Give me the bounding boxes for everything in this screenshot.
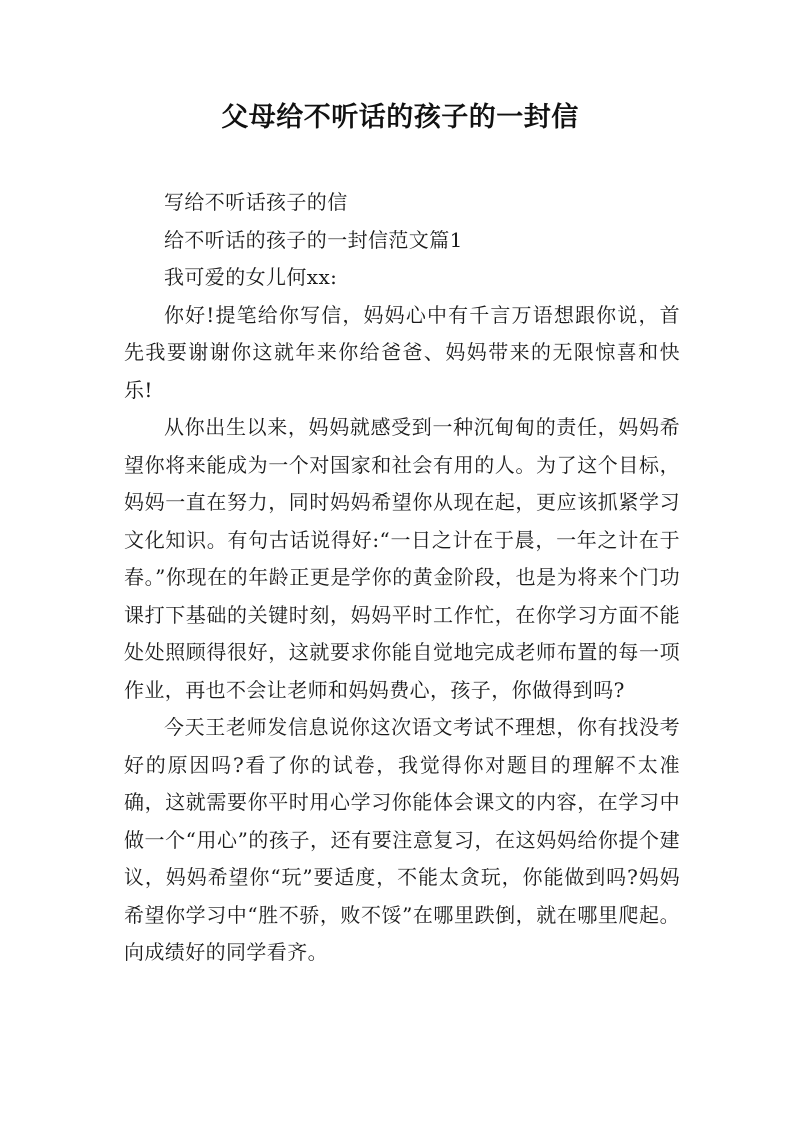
document-title: 父母给不听话的孩子的一封信: [221, 102, 579, 133]
subtitle-paragraph: 写给不听话孩子的信: [164, 190, 348, 214]
body-paragraph: 今天王老师发信息说你这次语文考试不理想，你有找没考好的原因吗?看了你的试卷，我觉得你对题目的理解不太准确，这就需要你平时用心学习你能体会课文的内容，在学习中做一个“用心”的孩子，还有要注意复习，在这妈妈给你提个建议，妈妈希望你“玩”要适度，不能太贪玩，你能做到吗?妈妈希望你学习中“胜不骄，败不馁”在哪里跌倒，就在哪里爬起。向成绩好的同学看齐。: [124, 715, 680, 964]
body-paragraph: 从你出生以来，妈妈就感受到一种沉甸甸的责任，妈妈希望你将来能成为一个对国家和社会有用的人。为了这个目标，妈妈一直在努力，同时妈妈希望你从现在起，更应该抓紧学习文化知识。有句古话说得好:“一日之计在于晨，一年之计在于春。”你现在的年龄正更是学你的黄金阶段，也是为将来个门功课打下基础的关键时刻，妈妈平时工作忙，在你学习方面不能处处照顾得很好，这就要求你能自觉地完成老师布置的每一项作业，再也不会让老师和妈妈费心，孩子，你做得到吗?: [124, 415, 680, 702]
salutation: 我可爱的女儿何xx:: [164, 265, 338, 289]
section-heading: 给不听话的孩子的一封信范文篇1: [164, 227, 463, 252]
body-paragraph: 你好!提笔给你写信，妈妈心中有千言万语想跟你说，首先我要谢谢你这就年来你给爸爸、妈妈带来的无限惊喜和快乐!: [124, 302, 680, 402]
document-body: [124, 184, 680, 972]
